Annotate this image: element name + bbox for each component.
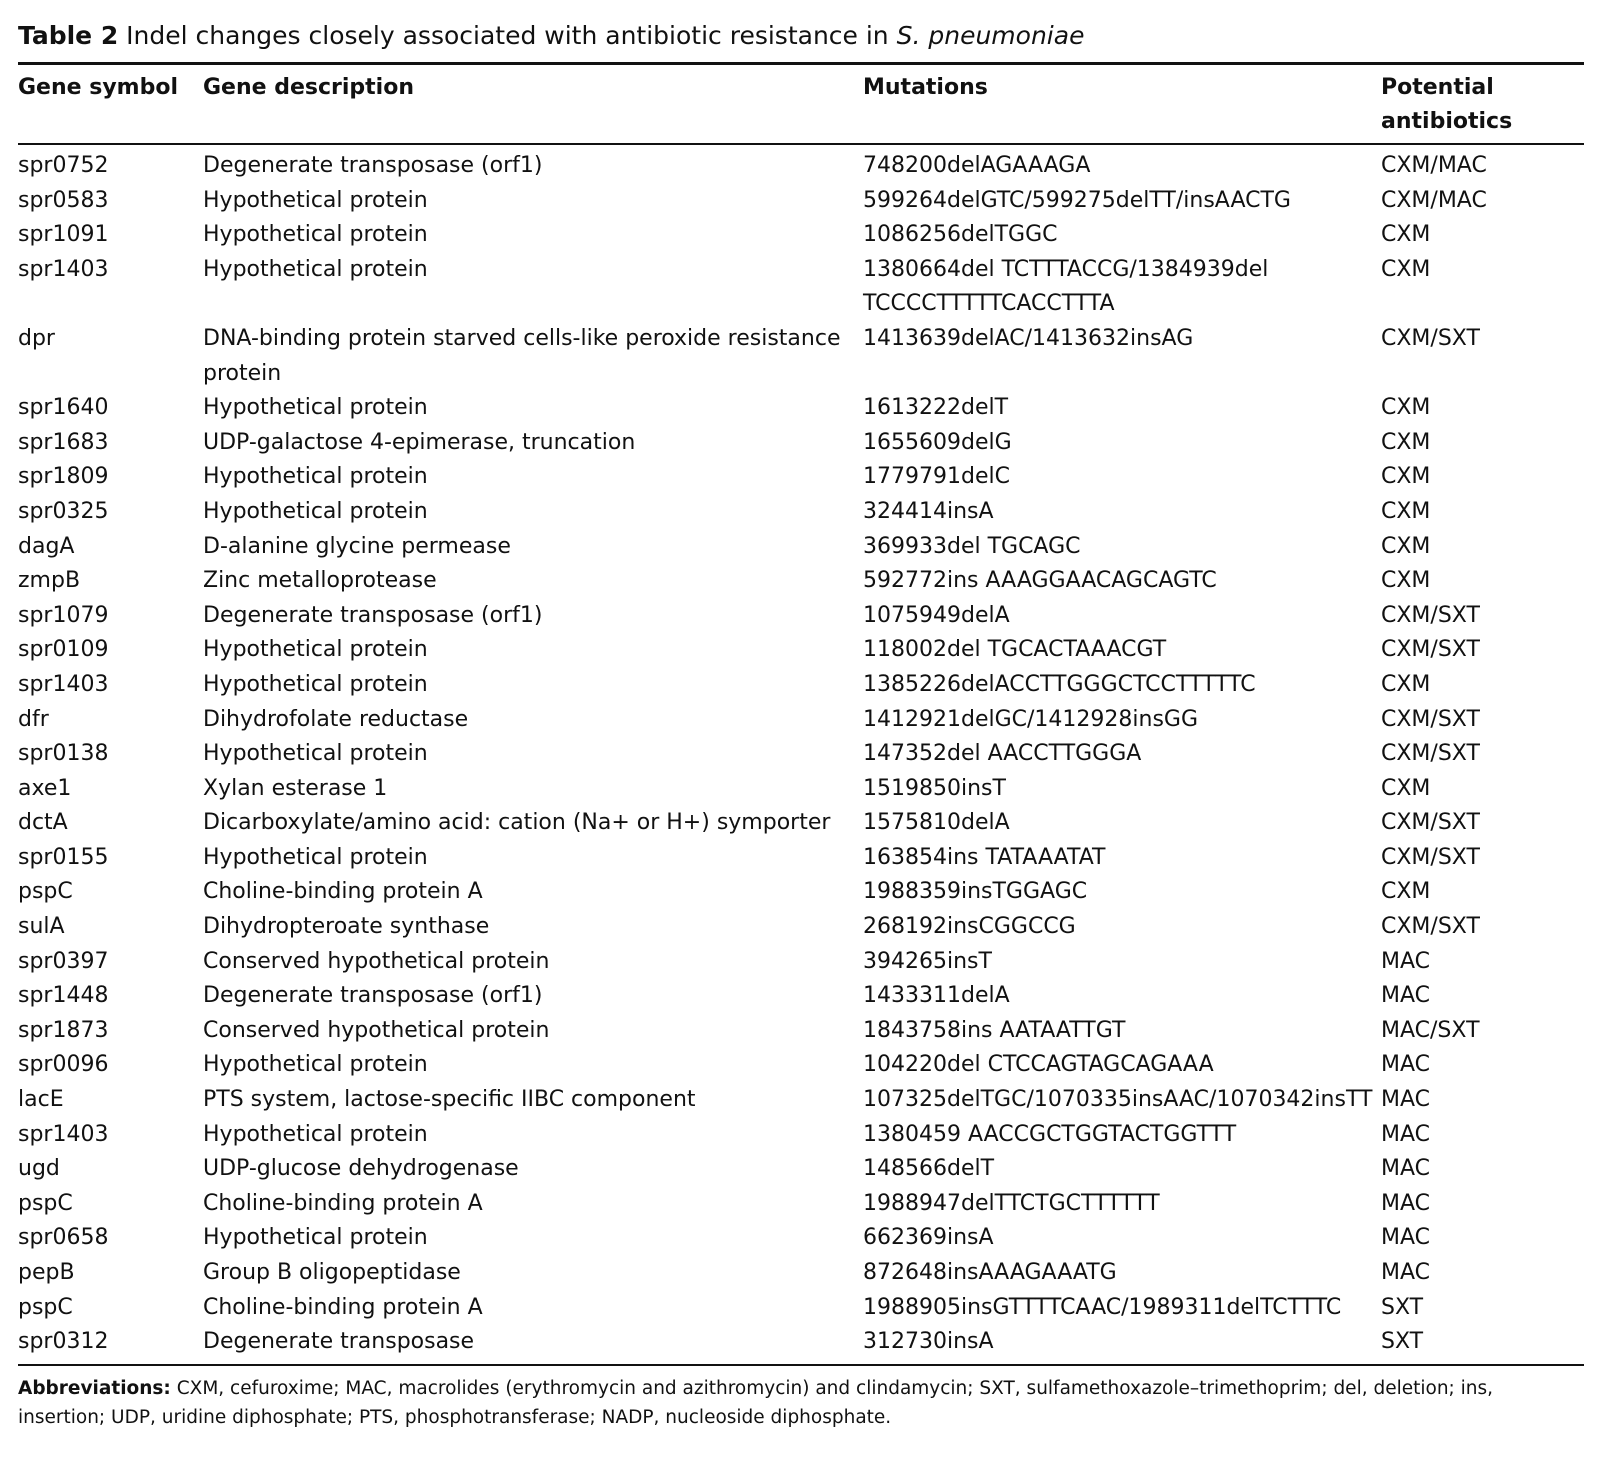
table-row [18,460,1584,495]
cell-gene-symbol: spr0312 [18,1329,109,1355]
cell-gene-description: Degenerate transposase (orf1) [203,983,543,1009]
cell-potential-antibiotics: CXM [1381,222,1431,248]
table-row [18,530,1584,565]
cell-gene-description: DNA-binding protein starved cells-like peroxide resistance protein [203,325,841,386]
cell-mutations: 1575810delA [863,810,1010,836]
cell-potential-antibiotics: CXM/SXT [1381,602,1480,628]
cell-gene-description: UDP-glucose dehydrogenase [203,1156,519,1182]
table-row [18,1083,1584,1118]
cell-potential-antibiotics: CXM [1381,464,1431,490]
cell-potential-antibiotics: CXM/SXT [1381,914,1480,940]
cell-gene-description: Choline-binding protein A [203,879,483,905]
table-caption [18,20,1584,52]
cell-potential-antibiotics: MAC [1381,1190,1431,1216]
cell-gene-description: Zinc metalloprotease [203,568,437,594]
cell-potential-antibiotics: CXM [1381,429,1431,455]
cell-potential-antibiotics: CXM/SXT [1381,325,1480,351]
cell-gene-symbol: spr0138 [18,741,109,767]
cell-mutations: 1380664del TCTTTACCG/1384939del TCCCCTTTTTCACCTTTA [863,256,1269,317]
cell-gene-description: Degenerate transposase (orf1) [203,602,543,628]
table-row [18,391,1584,426]
cell-mutations: 324414insA [863,498,994,524]
cell-mutations: 872648insAAAGAAATG [863,1260,1117,1285]
table-row [18,979,1584,1014]
cell-gene-description: D-alanine glycine permease [203,533,511,559]
cell-gene-symbol: spr1091 [18,222,109,248]
cell-potential-antibiotics: CXM/SXT [1381,706,1480,732]
cell-gene-symbol: spr0752 [18,153,109,178]
cell-gene-description: Conserved hypothetical protein [203,1017,550,1043]
cell-mutations: 312730insA [863,1329,994,1355]
cell-potential-antibiotics: MAC [1381,1260,1431,1285]
table-row [18,910,1584,945]
table-row [18,144,1584,184]
cell-potential-antibiotics: MAC/SXT [1381,1017,1480,1043]
cell-mutations: 1988905insGTTTTCAAC/1989311delTCTTTC [863,1294,1342,1320]
table-body [18,144,1584,1364]
cell-mutations: 394265insT [863,948,992,974]
table-row [18,1187,1584,1222]
cell-mutations: 1988359insTGGAGC [863,879,1088,905]
cell-gene-symbol: spr0155 [18,844,109,870]
cell-mutations: 662369insA [863,1225,994,1251]
cell-mutations: 1086256delTGGC [863,222,1058,248]
cell-potential-antibiotics: CXM [1381,395,1431,421]
header-gene-description: Gene description [203,64,863,145]
cell-potential-antibiotics: CXM [1381,775,1431,801]
table-row [18,599,1584,634]
cell-gene-symbol: dagA [18,533,75,559]
cell-mutations: 118002del TGCACTAAACGT [863,637,1167,663]
cell-mutations: 107325delTGC/1070335insAAC/1070342insTT [863,1087,1373,1113]
abbreviations-text: CXM, cefuroxime; MAC, macrolides (erythromycin and azithromycin) and clindamycin; SXT, sulfamethoxazole–trimethoprim; del, deletion; ins, insertion; UDP, uridine diphosphate; PTS, phosphotransferase; NADP, nucleoside diphosphate. [18,1377,1494,1428]
cell-potential-antibiotics: MAC [1381,1225,1431,1251]
cell-gene-symbol: spr1403 [18,1121,109,1147]
cell-gene-symbol: axe1 [18,775,72,801]
cell-gene-description: Hypothetical protein [203,671,428,697]
header-mutations: Mutations [863,64,1381,145]
cell-mutations: 1988947delTTCTGCTTTTTT [863,1190,1160,1216]
table-row [18,703,1584,738]
cell-gene-symbol: spr0397 [18,948,109,974]
cell-gene-description: UDP-galactose 4-epimerase, truncation [203,429,636,455]
table-row [18,1291,1584,1326]
cell-potential-antibiotics: CXM/SXT [1381,637,1480,663]
cell-gene-description: Hypothetical protein [203,187,428,213]
cell-mutations: 599264delGTC/599275delTT/insAACTG [863,187,1291,213]
table-row [18,426,1584,461]
cell-mutations: 104220del CTCCAGTAGCAGAAA [863,1052,1214,1078]
cell-mutations: 748200delAGAAAGA [863,153,1091,178]
cell-potential-antibiotics: SXT [1381,1329,1424,1355]
cell-gene-symbol: pepB [18,1260,75,1285]
cell-gene-description: Hypothetical protein [203,498,428,524]
cell-gene-description: Conserved hypothetical protein [203,948,550,974]
indel-table [18,62,1584,1364]
cell-gene-description: Degenerate transposase [203,1329,475,1355]
cell-mutations: 1075949delA [863,602,1010,628]
table-row [18,737,1584,772]
cell-potential-antibiotics: MAC [1381,1087,1431,1113]
table-row [18,184,1584,219]
cell-mutations: 1380459 AACCGCTGGTACTGGTTT [863,1121,1237,1147]
cell-gene-description: Choline-binding protein A [203,1294,483,1320]
cell-mutations: 163854ins TATAAATAT [863,844,1106,870]
cell-gene-symbol: spr0658 [18,1225,109,1251]
cell-potential-antibiotics: CXM [1381,671,1431,697]
cell-gene-symbol: dpr [18,325,55,351]
header-gene-symbol: Gene symbol [18,64,203,145]
cell-gene-symbol: zmpB [18,568,81,594]
cell-gene-description: Dihydrofolate reductase [203,706,469,732]
table-row [18,322,1584,391]
cell-gene-symbol: spr1448 [18,983,109,1009]
cell-gene-description: Hypothetical protein [203,637,428,663]
cell-potential-antibiotics: MAC [1381,948,1431,974]
cell-gene-symbol: spr1403 [18,671,109,697]
cell-mutations: 1519850insT [863,775,1006,801]
cell-gene-symbol: spr1873 [18,1017,109,1043]
cell-potential-antibiotics: CXM/SXT [1381,810,1480,836]
cell-mutations: 268192insCGGCCG [863,914,1076,940]
header-potential-antibiotics: Potential antibiotics [1381,64,1584,145]
cell-gene-description: PTS system, lactose-specific IIBC component [203,1087,696,1113]
cell-gene-symbol: spr1403 [18,256,109,282]
cell-gene-description: Hypothetical protein [203,741,428,767]
table-row [18,772,1584,807]
cell-potential-antibiotics: CXM [1381,879,1431,905]
cell-gene-description: Hypothetical protein [203,222,428,248]
cell-gene-symbol: spr1809 [18,464,109,490]
table-row [18,945,1584,980]
cell-gene-description: Hypothetical protein [203,1052,428,1078]
cell-gene-symbol: spr0109 [18,637,109,663]
cell-gene-symbol: ugd [18,1156,60,1182]
table-row [18,875,1584,910]
cell-potential-antibiotics: CXM/SXT [1381,741,1480,767]
table-title: Indel changes closely associated with antibiotic resistance in [118,21,897,50]
table-row [18,1014,1584,1049]
abbreviations-label: Abbreviations: [18,1377,171,1399]
table-row [18,1048,1584,1083]
cell-mutations: 1843758ins AATAATTGT [863,1017,1126,1043]
table-label: Table 2 [18,21,119,50]
table-row [18,253,1584,322]
cell-gene-description: Choline-binding protein A [203,1190,483,1216]
table-row [18,495,1584,530]
cell-potential-antibiotics: CXM [1381,568,1431,594]
cell-potential-antibiotics: CXM [1381,533,1431,559]
cell-mutations: 1412921delGC/1412928insGG [863,706,1199,732]
cell-potential-antibiotics: CXM [1381,256,1431,282]
table-row [18,1325,1584,1364]
cell-mutations: 1655609delG [863,429,1012,455]
cell-mutations: 369933del TGCAGC [863,533,1081,559]
table-row [18,633,1584,668]
cell-mutations: 1413639delAC/1413632insAG [863,325,1194,351]
cell-gene-symbol: spr1079 [18,602,109,628]
table-title-species: S. pneumoniae [896,21,1085,50]
cell-mutations: 1613222delT [863,395,1009,421]
cell-mutations: 1433311delA [863,983,1010,1009]
table-row [18,1221,1584,1256]
cell-gene-symbol: spr0096 [18,1052,109,1078]
cell-mutations: 147352del AACCTTGGGA [863,741,1142,767]
cell-gene-description: Dihydropteroate synthase [203,914,490,940]
cell-gene-symbol: pspC [18,1190,73,1216]
table-row [18,668,1584,703]
table-header-row [18,64,1584,145]
table-row [18,1118,1584,1153]
cell-potential-antibiotics: MAC [1381,983,1431,1009]
cell-gene-description: Group B oligopeptidase [203,1260,461,1285]
cell-gene-symbol: lacE [18,1087,64,1113]
cell-mutations: 148566delT [863,1156,995,1182]
cell-potential-antibiotics: MAC [1381,1156,1431,1182]
cell-mutations: 1385226delACCTTGGGCTCCTTTTTC [863,671,1256,697]
table-row [18,564,1584,599]
abbreviations-footnote [18,1374,1574,1432]
cell-gene-symbol: spr1640 [18,395,109,421]
cell-gene-description: Xylan esterase 1 [203,775,388,801]
cell-potential-antibiotics: CXM/SXT [1381,844,1480,870]
cell-gene-description: Hypothetical protein [203,1225,428,1251]
cell-potential-antibiotics: MAC [1381,1052,1431,1078]
cell-gene-description: Hypothetical protein [203,844,428,870]
cell-gene-description: Degenerate transposase (orf1) [203,153,543,178]
cell-potential-antibiotics: CXM [1381,498,1431,524]
cell-gene-symbol: spr1683 [18,429,109,455]
cell-gene-description: Hypothetical protein [203,395,428,421]
cell-gene-description: Hypothetical protein [203,464,428,490]
cell-potential-antibiotics: SXT [1381,1294,1424,1320]
table-bottom-rule [18,1364,1584,1366]
cell-mutations: 592772ins AAAGGAACAGCAGTC [863,568,1217,594]
table-row [18,1152,1584,1187]
table-row [18,806,1584,841]
cell-mutations: 1779791delC [863,464,1010,490]
cell-gene-symbol: dctA [18,810,68,836]
table-row [18,841,1584,876]
cell-gene-symbol: pspC [18,1294,73,1320]
cell-gene-symbol: spr0325 [18,498,109,524]
cell-potential-antibiotics: MAC [1381,1121,1431,1147]
cell-potential-antibiotics: CXM/MAC [1381,187,1487,213]
cell-gene-description: Hypothetical protein [203,1121,428,1147]
cell-gene-symbol: pspC [18,879,73,905]
cell-gene-symbol: dfr [18,706,49,732]
table-row [18,1256,1584,1291]
cell-gene-description: Hypothetical protein [203,256,428,282]
cell-gene-symbol: sulA [18,914,65,940]
cell-gene-description: Dicarboxylate/amino acid: cation (Na+ or H+) symporter [203,810,831,836]
cell-potential-antibiotics: CXM/MAC [1381,153,1487,178]
table-row [18,218,1584,253]
cell-gene-symbol: spr0583 [18,187,109,213]
